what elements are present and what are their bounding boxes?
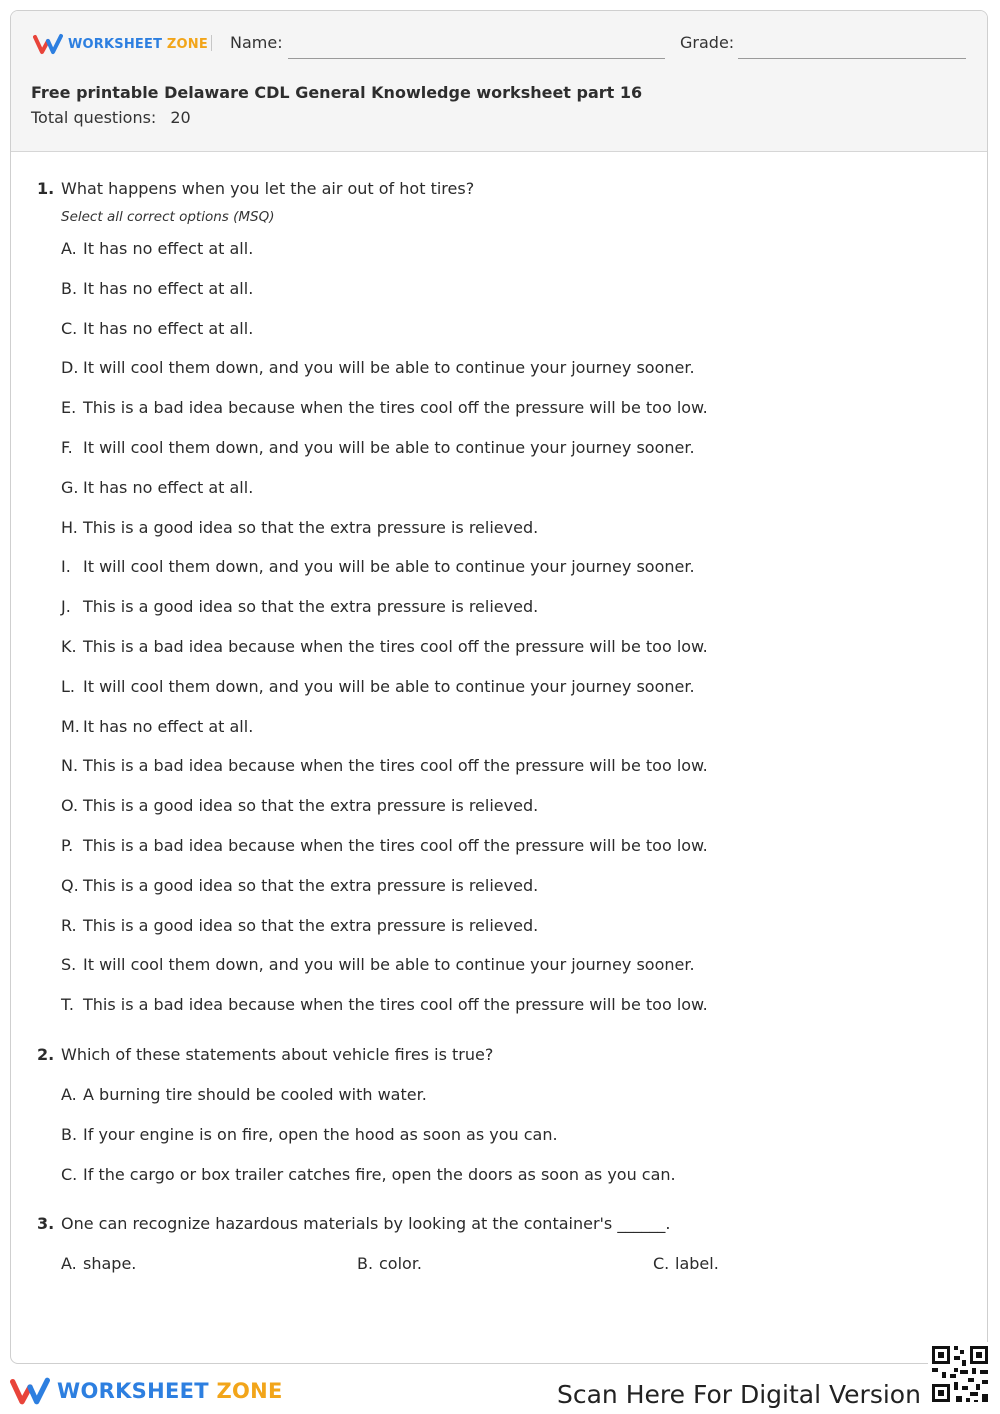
option-letter: R. bbox=[61, 915, 77, 935]
option-text: This is a bad idea because when the tires cool off the pressure will be too low. bbox=[83, 756, 708, 776]
question-2-options bbox=[37, 1084, 967, 1203]
answer-option[interactable] bbox=[61, 954, 967, 994]
option-letter: C. bbox=[61, 1164, 78, 1184]
question-text: What happens when you let the air out of hot tires? bbox=[61, 179, 475, 198]
option-text: color. bbox=[379, 1254, 423, 1274]
answer-option[interactable] bbox=[61, 755, 967, 795]
option-letter: B. bbox=[61, 1124, 78, 1144]
option-text: It has no effect at all. bbox=[83, 239, 254, 258]
footer-brand-name: WORKSHEET ZONE bbox=[57, 1379, 283, 1403]
question-2 bbox=[37, 1044, 967, 1203]
answer-option[interactable] bbox=[653, 1253, 949, 1293]
answer-option[interactable] bbox=[61, 636, 967, 676]
option-text: It will cool them down, and you will be able to continue your journey sooner. bbox=[83, 676, 695, 696]
option-text: This is a good idea so that the extra pressure is relieved. bbox=[83, 517, 539, 537]
worksheet-page bbox=[10, 10, 988, 1364]
answer-option[interactable] bbox=[61, 716, 967, 756]
option-text: It has no effect at all. bbox=[83, 716, 254, 736]
option-text: It has no effect at all. bbox=[83, 477, 254, 497]
option-text: shape. bbox=[83, 1254, 137, 1274]
option-letter: O. bbox=[61, 796, 79, 816]
header-divider bbox=[211, 35, 212, 51]
answer-option[interactable] bbox=[61, 795, 967, 835]
answer-option[interactable] bbox=[61, 994, 967, 1034]
option-text: This is a good idea so that the extra pressure is relieved. bbox=[83, 915, 539, 935]
footer-brand-logo bbox=[10, 1376, 283, 1406]
answer-option[interactable] bbox=[61, 915, 967, 955]
option-text: This is a good idea so that the extra pressure is relieved. bbox=[83, 875, 539, 895]
worksheet-zone-logo-icon bbox=[10, 1376, 50, 1406]
answer-option[interactable] bbox=[61, 1164, 967, 1204]
option-letter: C. bbox=[61, 318, 78, 338]
answer-option[interactable] bbox=[61, 477, 967, 517]
worksheet-title: Free printable Delaware CDL General Knowledge worksheet part 16 bbox=[31, 83, 643, 102]
answer-option[interactable] bbox=[61, 397, 967, 437]
question-list bbox=[37, 178, 967, 1293]
answer-option[interactable] bbox=[357, 1253, 653, 1293]
answer-option[interactable] bbox=[61, 556, 967, 596]
name-field[interactable] bbox=[288, 58, 665, 59]
question-instruction: Select all correct options (MSQ) bbox=[61, 209, 275, 225]
answer-option[interactable] bbox=[61, 676, 967, 716]
answer-option[interactable] bbox=[61, 517, 967, 557]
option-letter: D. bbox=[61, 358, 79, 378]
question-text: One can recognize hazardous materials by looking at the container's ______. bbox=[61, 1214, 671, 1234]
total-questions-value: 20 bbox=[170, 108, 191, 127]
question-text: Which of these statements about vehicle fires is true? bbox=[61, 1044, 494, 1064]
option-letter: C. bbox=[653, 1254, 670, 1274]
option-text: It will cool them down, and you will be able to continue your journey sooner. bbox=[83, 358, 695, 378]
option-text: If the cargo or box trailer catches fire, open the doors as soon as you can. bbox=[83, 1164, 676, 1184]
option-letter: J. bbox=[61, 597, 71, 617]
brand-logo bbox=[33, 33, 208, 55]
question-number: 1. bbox=[37, 179, 55, 198]
option-letter: L. bbox=[61, 676, 75, 696]
question-number: 3. bbox=[37, 1214, 55, 1234]
option-letter: M. bbox=[61, 716, 80, 736]
answer-option[interactable] bbox=[61, 596, 967, 636]
answer-option[interactable] bbox=[61, 835, 967, 875]
question-3-options bbox=[61, 1253, 967, 1293]
total-questions-label: Total questions: bbox=[31, 108, 157, 127]
answer-option[interactable] bbox=[61, 1084, 967, 1124]
option-letter: A. bbox=[61, 1084, 77, 1104]
question-1-options bbox=[37, 238, 967, 1034]
option-text: This is a bad idea because when the tires cool off the pressure will be too low. bbox=[83, 835, 708, 855]
option-text: This is a good idea so that the extra pressure is relieved. bbox=[83, 796, 539, 816]
option-letter: P. bbox=[61, 835, 74, 855]
answer-option[interactable] bbox=[61, 1253, 357, 1293]
option-letter: Q. bbox=[61, 875, 79, 895]
grade-field[interactable] bbox=[738, 58, 966, 59]
question-3 bbox=[37, 1213, 967, 1293]
worksheet-zone-logo-icon bbox=[33, 33, 63, 55]
answer-option[interactable] bbox=[61, 278, 967, 318]
option-text: It will cool them down, and you will be able to continue your journey sooner. bbox=[83, 437, 695, 457]
option-letter: B. bbox=[357, 1254, 374, 1274]
option-letter: G. bbox=[61, 477, 79, 497]
option-letter: H. bbox=[61, 517, 78, 537]
option-letter: S. bbox=[61, 955, 77, 975]
option-letter: N. bbox=[61, 756, 79, 776]
option-text: It has no effect at all. bbox=[83, 318, 254, 338]
worksheet-header bbox=[11, 11, 987, 152]
option-letter: E. bbox=[61, 398, 77, 418]
option-letter: F. bbox=[61, 437, 73, 457]
answer-option[interactable] bbox=[61, 318, 967, 358]
option-letter: B. bbox=[61, 278, 78, 298]
option-letter: T. bbox=[61, 995, 74, 1015]
question-1 bbox=[37, 178, 967, 1034]
name-label: Name: bbox=[230, 33, 283, 52]
option-letter: K. bbox=[61, 636, 77, 656]
qr-code-icon[interactable] bbox=[928, 1342, 992, 1406]
question-number: 2. bbox=[37, 1044, 55, 1064]
option-text: This is a good idea so that the extra pressure is relieved. bbox=[83, 597, 539, 617]
total-questions bbox=[31, 108, 191, 127]
option-text: This is a bad idea because when the tires cool off the pressure will be too low. bbox=[83, 636, 708, 656]
option-text: If your engine is on fire, open the hood as soon as you can. bbox=[83, 1124, 558, 1144]
answer-option[interactable] bbox=[61, 238, 967, 278]
option-letter: A. bbox=[61, 239, 77, 258]
option-letter: A. bbox=[61, 1254, 77, 1274]
option-text: This is a bad idea because when the tires cool off the pressure will be too low. bbox=[83, 995, 708, 1015]
answer-option[interactable] bbox=[61, 1124, 967, 1164]
option-letter: I. bbox=[61, 557, 71, 577]
option-text: This is a bad idea because when the tires cool off the pressure will be too low. bbox=[83, 398, 708, 418]
option-text: It has no effect at all. bbox=[83, 278, 254, 298]
scan-here-text: Scan Here For Digital Version bbox=[557, 1380, 921, 1409]
answer-option[interactable] bbox=[61, 875, 967, 915]
option-text: A burning tire should be cooled with water. bbox=[83, 1084, 427, 1104]
grade-label: Grade: bbox=[680, 33, 735, 52]
answer-option[interactable] bbox=[61, 437, 967, 477]
brand-name: WORKSHEET ZONE bbox=[68, 36, 208, 52]
option-text: It will cool them down, and you will be able to continue your journey sooner. bbox=[83, 955, 695, 975]
option-text: It will cool them down, and you will be able to continue your journey sooner. bbox=[83, 557, 695, 577]
answer-option[interactable] bbox=[61, 357, 967, 397]
option-text: label. bbox=[675, 1254, 719, 1274]
